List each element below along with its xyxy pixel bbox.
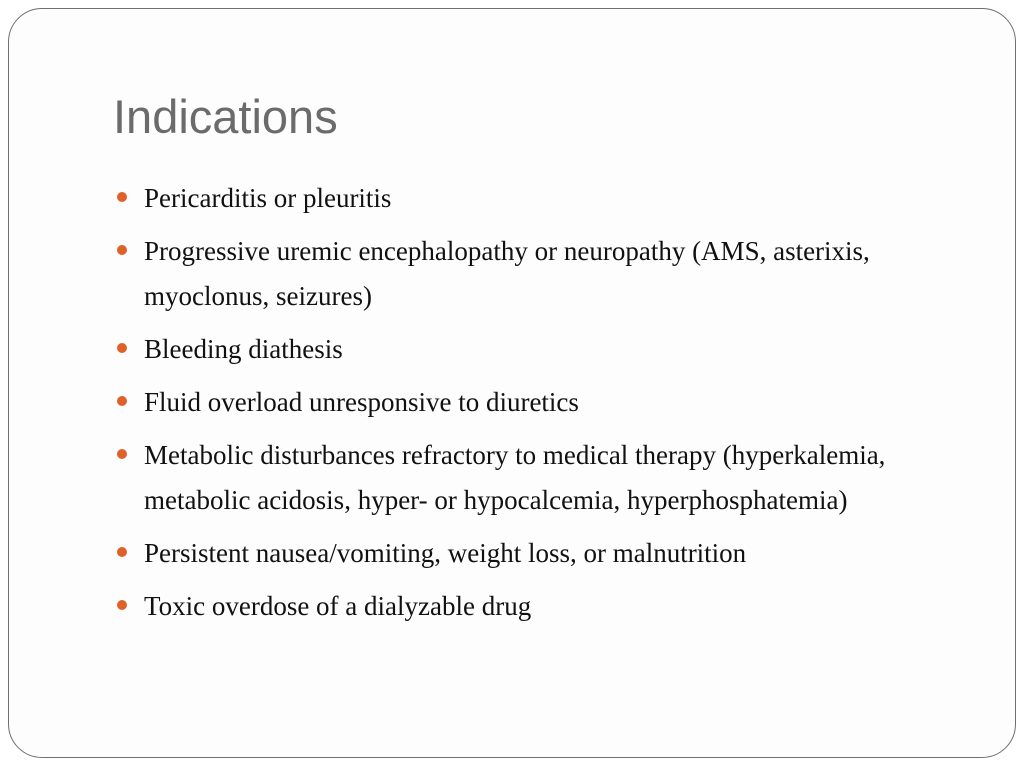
bullet-text: Toxic overdose of a dialyzable drug bbox=[144, 591, 532, 621]
bullet-dot-icon bbox=[117, 600, 127, 610]
bullet-text: Fluid overload unresponsive to diuretics bbox=[144, 387, 579, 417]
bullet-item bbox=[115, 584, 955, 629]
bullet-item bbox=[115, 380, 955, 425]
bullet-text: Bleeding diathesis bbox=[144, 334, 343, 364]
bullet-item bbox=[115, 433, 955, 523]
bullet-text: Pericarditis or pleuritis bbox=[144, 183, 392, 213]
bullet-dot-icon bbox=[117, 343, 127, 353]
bullet-list bbox=[115, 176, 955, 637]
bullet-item bbox=[115, 229, 955, 319]
bullet-item bbox=[115, 176, 955, 221]
bullet-item bbox=[115, 327, 955, 372]
slide-title: Indications bbox=[113, 90, 338, 143]
bullet-text: Metabolic disturbances refractory to medical therapy (hyperkalemia, metabolic acidosis, hyper- or hypocalcemia, hyperphosphatemia) bbox=[144, 440, 886, 515]
bullet-dot-icon bbox=[117, 245, 127, 255]
bullet-item bbox=[115, 531, 955, 576]
bullet-text: Persistent nausea/vomiting, weight loss, or malnutrition bbox=[144, 538, 747, 568]
bullet-text: Progressive uremic encephalopathy or neuropathy (AMS, asterixis, myoclonus, seizures) bbox=[144, 236, 870, 311]
bullet-dot-icon bbox=[117, 547, 127, 557]
bullet-dot-icon bbox=[117, 192, 127, 202]
slide bbox=[8, 8, 1016, 758]
bullet-dot-icon bbox=[117, 396, 127, 406]
bullet-dot-icon bbox=[117, 449, 127, 459]
